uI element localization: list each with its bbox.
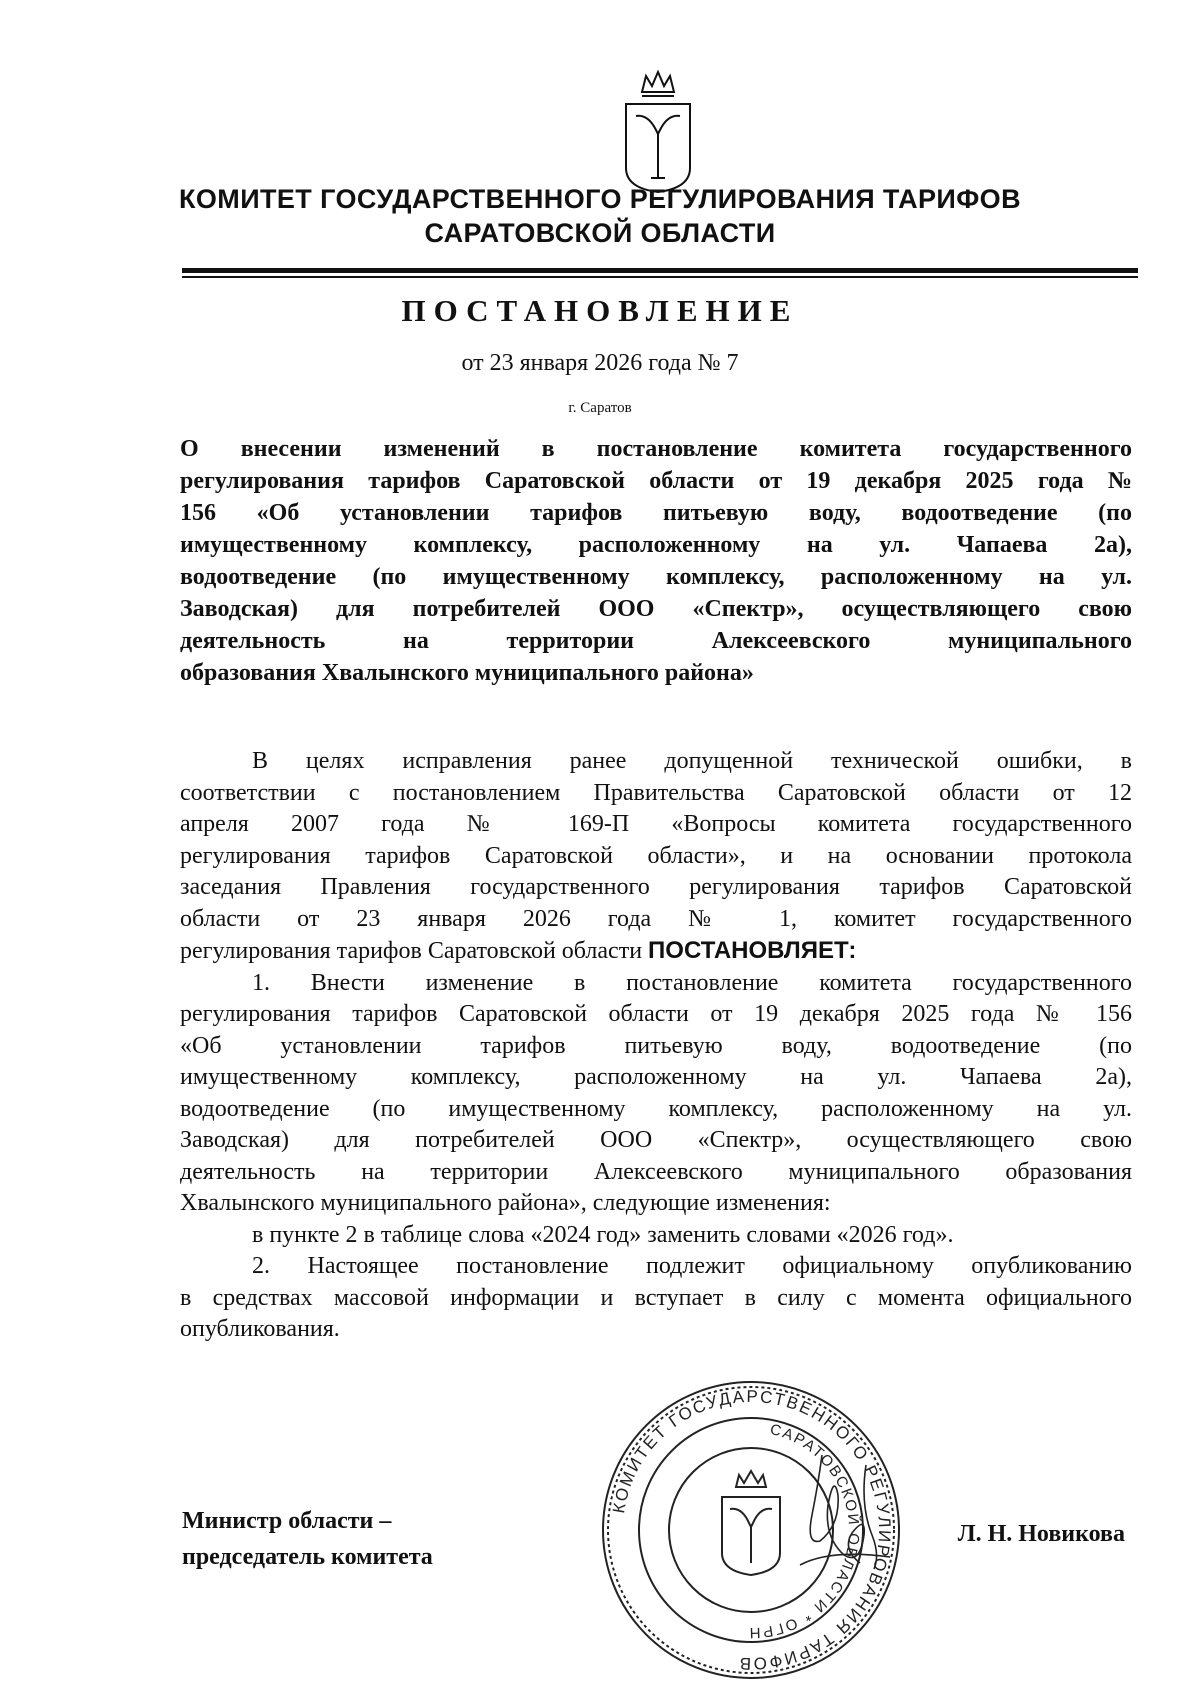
preamble-last-line: [180, 935, 1132, 968]
header-divider-thick: [182, 268, 1138, 273]
preamble-line: регулирования тарифов Саратовской области», и на основании протокола: [180, 842, 1132, 869]
document-date-number: от 23 января 2026 года № 7: [461, 350, 739, 376]
svg-text:КОМИТЕТ ГОСУДАРСТВЕННОГО РЕГУЛ: КОМИТЕТ ГОСУДАРСТВЕННОГО РЕГУЛИРОВАНИЯ ТАРИФОВ: [609, 1386, 895, 1674]
item1-change: в пункте 2 в таблице слова «2024 год» заменить словами «2026 год».: [252, 1221, 954, 1248]
item1-line: регулирования тарифов Саратовской области от 19 декабря 2025 года № 156: [180, 1001, 1132, 1027]
document-type: ПОСТАНОВЛЕНИЕ: [401, 293, 799, 328]
handwritten-signature: [790, 1445, 910, 1585]
signatory-title: [182, 1503, 433, 1575]
item1-line: имущественному комплексу, расположенному на ул. Чапаева 2а),: [180, 1064, 1132, 1090]
preamble-line: области от 23 января 2026 года № 1, комитет государственного: [180, 905, 1132, 932]
decree-word: ПОСТАНОВЛЯЕТ:: [648, 937, 857, 964]
signatory-name: Л. Н. Новикова: [957, 1521, 1125, 1547]
subject-line: образования Хвалынского муниципального района»: [180, 660, 754, 686]
preamble-line: В целях исправления ранее допущенной технической ошибки, в: [252, 748, 1132, 774]
signatory-title-line1: Министр области –: [182, 1508, 392, 1534]
header-divider-thin: [182, 276, 1138, 278]
item2-line: опубликования.: [180, 1316, 340, 1342]
subject-line: 156 «Об установлении тарифов питьевую воду, водоотведение (по: [180, 500, 1132, 526]
svg-text:САРАТОВСКОЙ ОБЛАСТИ * ОГРН: САРАТОВСКОЙ ОБЛАСТИ * ОГРН: [747, 1420, 863, 1642]
subject-line: имущественному комплексу, расположенному на ул. Чапаева 2а),: [180, 532, 1132, 558]
item2-line: 2. Настоящее постановление подлежит официальному опубликованию: [252, 1253, 1132, 1279]
preamble-line: заседания Правления государственного регулирования тарифов Саратовской: [180, 874, 1132, 900]
document-place: г. Саратов: [568, 400, 632, 416]
subject-line: О внесении изменений в постановление комитета государственного: [180, 436, 1132, 462]
preamble-line: апреля 2007 года № 169-П «Вопросы комитета государственного: [180, 811, 1132, 837]
org-title-line2: САРАТОВСКОЙ ОБЛАСТИ: [424, 218, 776, 248]
item1-line: 1. Внести изменение в постановление комитета государственного: [252, 969, 1132, 996]
item2-line: в средствах массовой информации и вступает в силу с момента официального: [180, 1284, 1132, 1311]
signatory-title-line2: председатель комитета: [182, 1544, 433, 1570]
subject-line: водоотведение (по имущественному комплексу, расположенному на ул.: [180, 564, 1132, 590]
subject-line: регулирования тарифов Саратовской области от 19 декабря 2025 года №: [180, 468, 1132, 494]
document-subject: [180, 433, 1132, 689]
preamble-line: соответствии с постановлением Правительства Саратовской области от 12: [180, 779, 1132, 806]
item1-line: «Об установлении тарифов питьевую воду, водоотведение (по: [180, 1032, 1132, 1059]
org-title-line1: КОМИТЕТ ГОСУДАРСТВЕННОГО РЕГУЛИРОВАНИЯ ТАРИФОВ: [179, 184, 1021, 214]
item1-line: Хвалынского муниципального района», следующие изменения:: [180, 1190, 831, 1216]
item1-line: водоотведение (по имущественному комплексу, расположенному на ул.: [180, 1095, 1132, 1122]
subject-line: деятельность на территории Алексеевского муниципального: [180, 628, 1132, 654]
item1-line: деятельность на территории Алексеевского муниципального образования: [180, 1158, 1132, 1185]
subject-line: Заводская) для потребителей ООО «Спектр», осуществляющего свою: [180, 596, 1132, 622]
item1-line: Заводская) для потребителей ООО «Спектр», осуществляющего свою: [180, 1127, 1132, 1153]
preamble-line: регулирования тарифов Саратовской области: [180, 938, 643, 964]
coat-of-arms-emblem: [618, 70, 698, 195]
document-body: [180, 746, 1132, 1346]
